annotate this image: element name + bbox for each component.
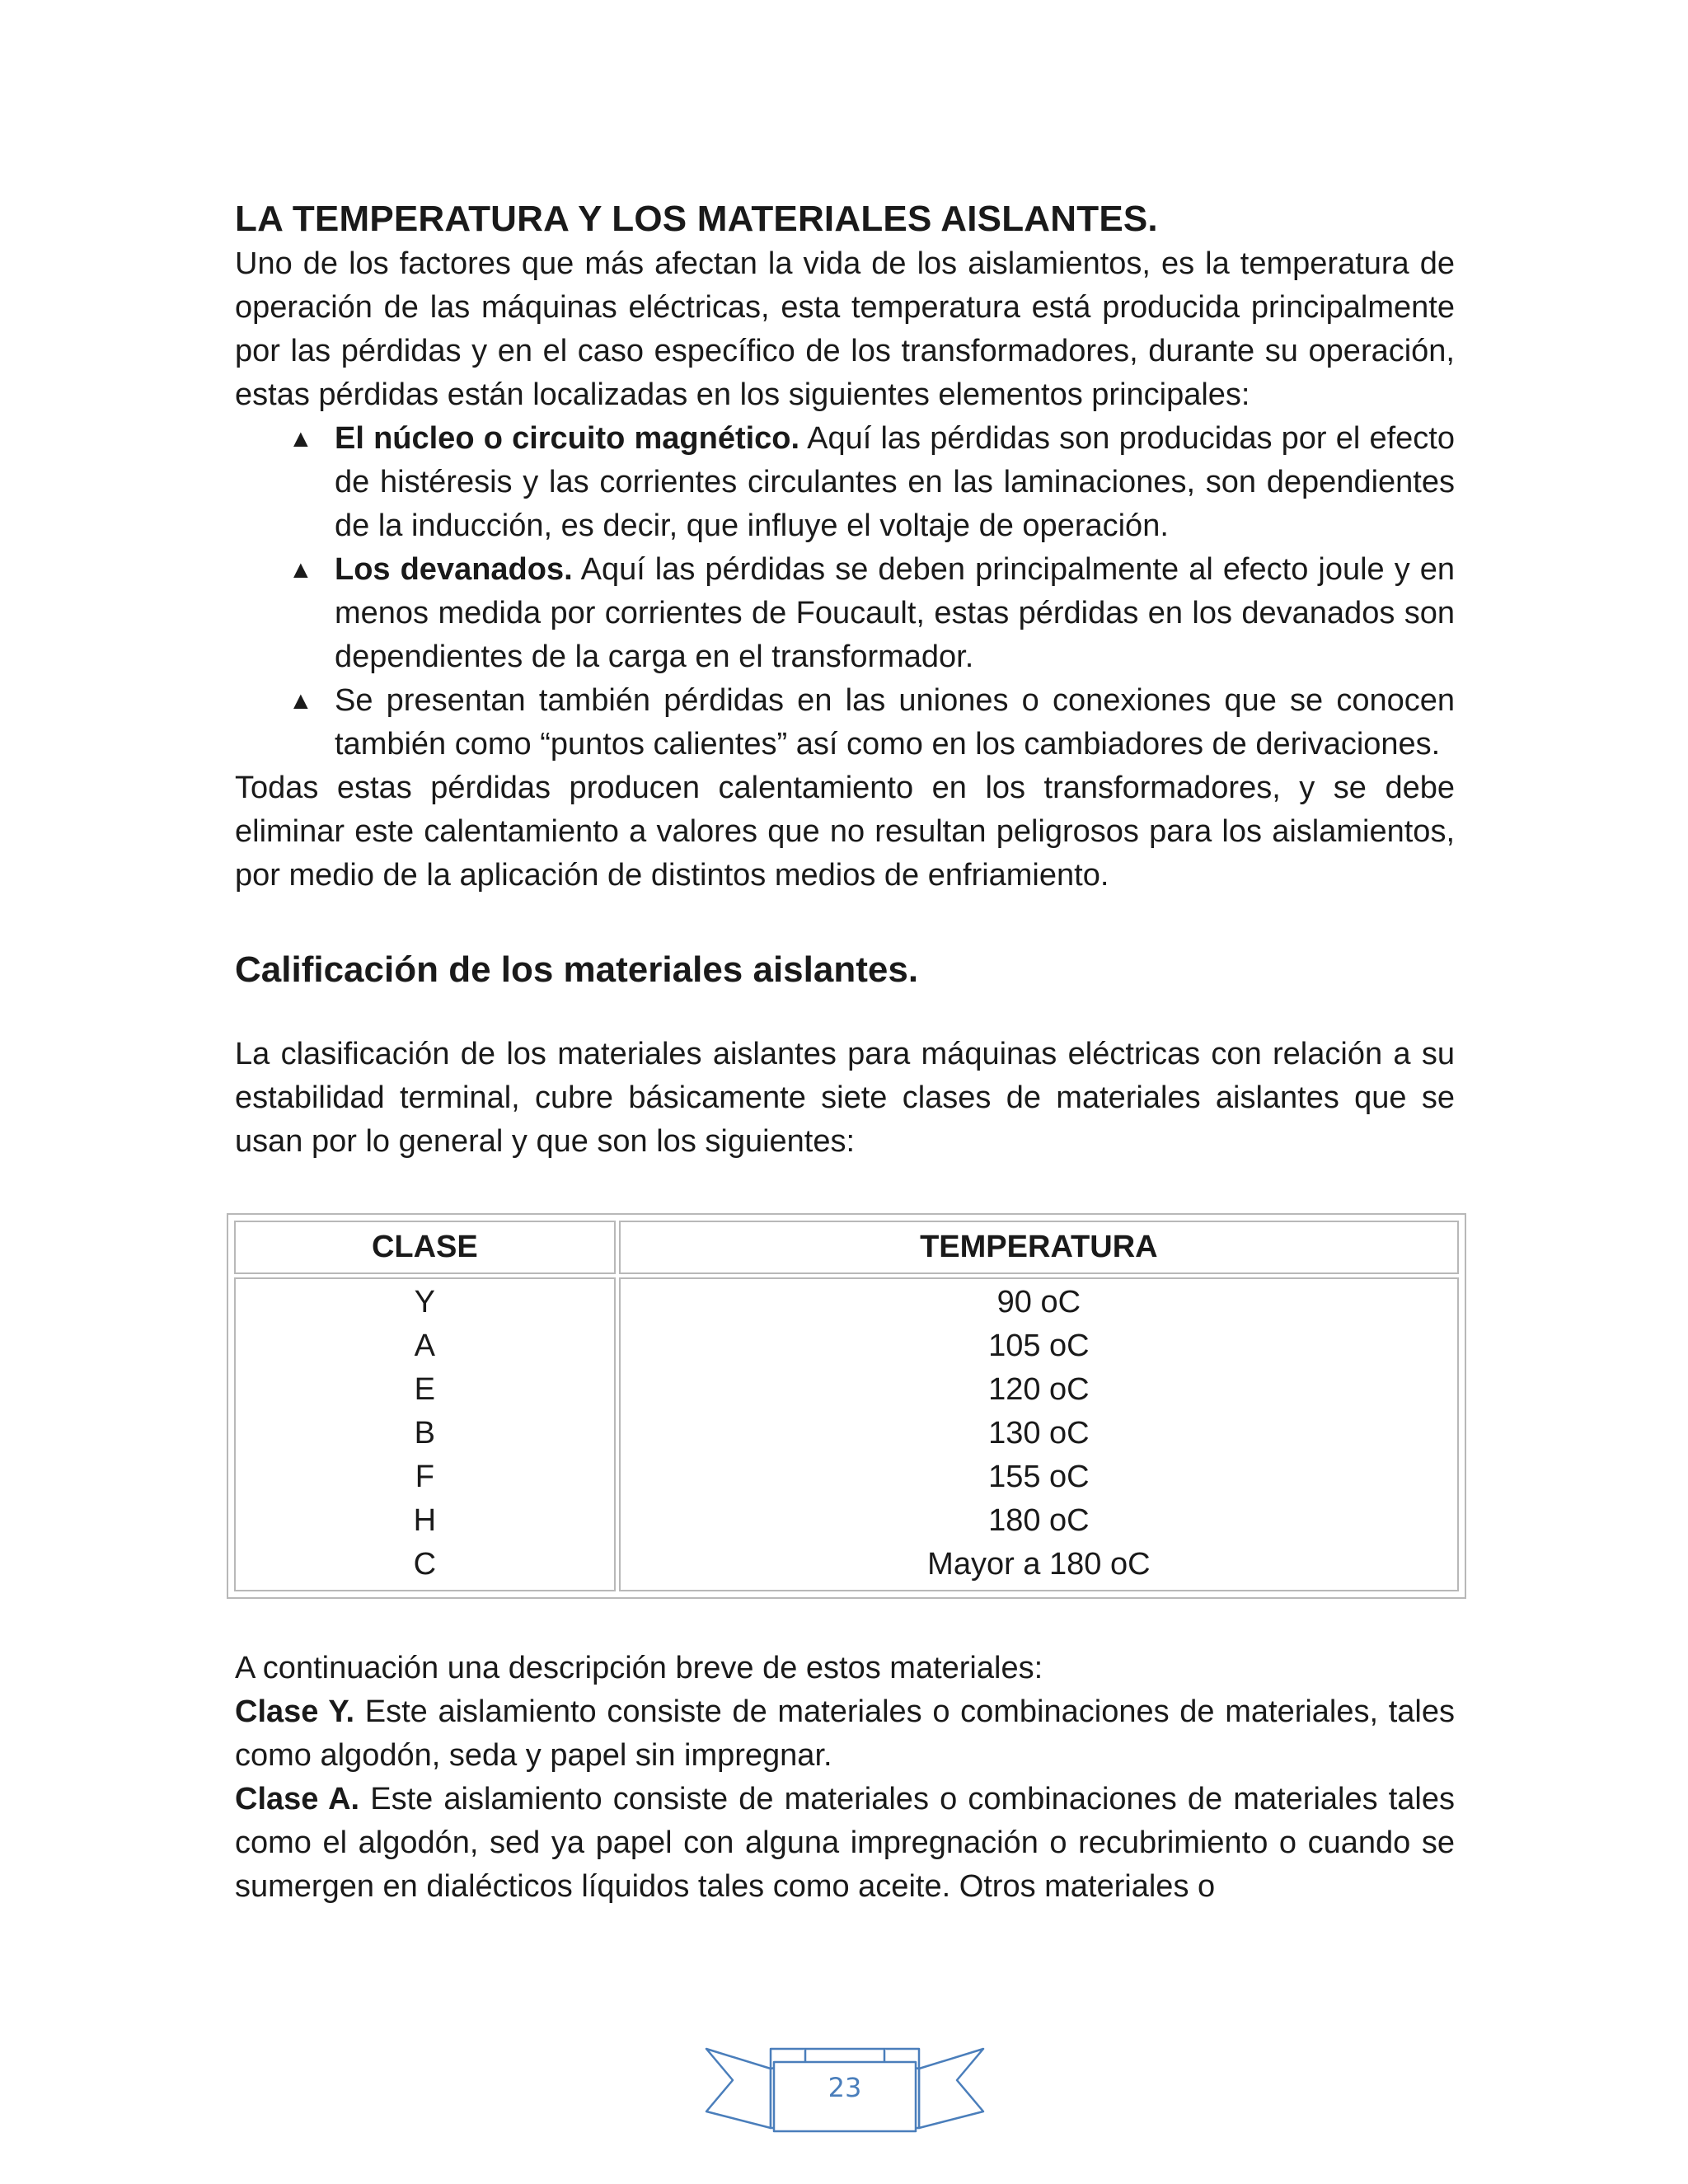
list-item-windings-text: Aquí las pérdidas se deben principalmente al efecto joule y en menos medida por corrientes de Foucault, estas pérdidas en los devanados son dependientes de la carga en el transformador. [335,552,1455,674]
class-a-paragraph [235,1778,1455,1909]
table-header-class: CLASE [234,1221,616,1274]
temperature-column [619,1277,1459,1591]
table-header-temperature: TEMPERATURA [619,1221,1459,1274]
table-row [234,1277,1459,1591]
list-item-windings [288,548,1455,679]
class-value: F [415,1460,434,1494]
class-column [234,1277,616,1591]
class-y-paragraph [235,1690,1455,1778]
page-footer [705,2042,985,2135]
temperature-value: 180 oC [988,1503,1090,1538]
page-number: 23 [828,2072,862,2103]
list-item-core-title: El núcleo o circuito magnético. [335,421,800,456]
triangle-bullet-icon: ▲ [288,687,313,715]
class-value: B [414,1416,436,1451]
list-item-connections [288,679,1455,766]
triangle-bullet-icon: ▲ [288,556,313,583]
closing-paragraph: Todas estas pérdidas producen calentamiento en los transformadores, y se debe eliminar este calentamiento a valores que no resultan peligrosos para los aislamientos, por medio de la aplicación de distintos medios de enfriamiento. [235,771,1455,893]
list-item-core-text: Aquí las pérdidas son producidas por el efecto de histéresis y las corrientes circulantes en las laminaciones, son dependientes de la inducción, es decir, que influye el voltaje de operación. [335,421,1455,543]
list-item-windings-title: Los devanados. [335,552,573,587]
triangle-bullet-icon: ▲ [288,425,313,452]
list-item-connections-text: Se presentan también pérdidas en las uniones o conexiones que se conocen también como “puntos calientes” así como en los cambiadores de derivaciones. [335,683,1455,762]
class-y-text: Este aislamiento consiste de materiales o combinaciones de materiales, tales como algodón, seda y papel sin impregnar. [235,1694,1456,1773]
class-value: Y [414,1285,436,1319]
class-value: A [414,1329,436,1363]
description-intro: A continuación una descripción breve de estos materiales: [235,1651,1043,1685]
class-y-label: Clase Y. [235,1694,355,1729]
temperature-value: 105 oC [988,1329,1090,1363]
document-page [235,196,1455,1909]
temperature-value: 155 oC [988,1460,1090,1494]
classification-paragraph: La clasificación de los materiales aislantes para máquinas eléctricas con relación a su estabilidad terminal, cubre básicamente siete clases de materiales aislantes que se usan por lo general y que son los siguientes: [235,1037,1455,1159]
losses-list [235,417,1455,766]
list-item-core [288,417,1455,548]
class-value: C [413,1547,437,1582]
class-a-label: Clase A. [235,1782,360,1816]
subsection-heading: Calificación de los materiales aislantes. [235,949,919,990]
insulation-class-table [227,1213,1466,1599]
class-a-text: Este aislamiento consiste de materiales o combinaciones de materiales tales como el algodón, sed ya papel con alguna impregnación o recubrimiento o cuando se sumergen en dialécticos líquidos tales como aceite. Otros materiales o [235,1782,1455,1904]
temperature-value: Mayor a 180 oC [927,1547,1151,1582]
temperature-value: 120 oC [988,1372,1090,1407]
class-value: E [414,1372,436,1407]
intro-paragraph: Uno de los factores que más afectan la vida de los aislamientos, es la temperatura de operación de las máquinas eléctricas, esta temperatura está producida principalmente por las pérdidas y en el caso específico de los transformadores, durante su operación, estas pérdidas están localizadas en los siguientes elementos principales: [235,246,1455,412]
temperature-value: 90 oC [996,1285,1081,1319]
temperature-value: 130 oC [988,1416,1090,1451]
section-heading: LA TEMPERATURA Y LOS MATERIALES AISLANTES. [235,199,1158,239]
class-value: H [413,1503,437,1538]
